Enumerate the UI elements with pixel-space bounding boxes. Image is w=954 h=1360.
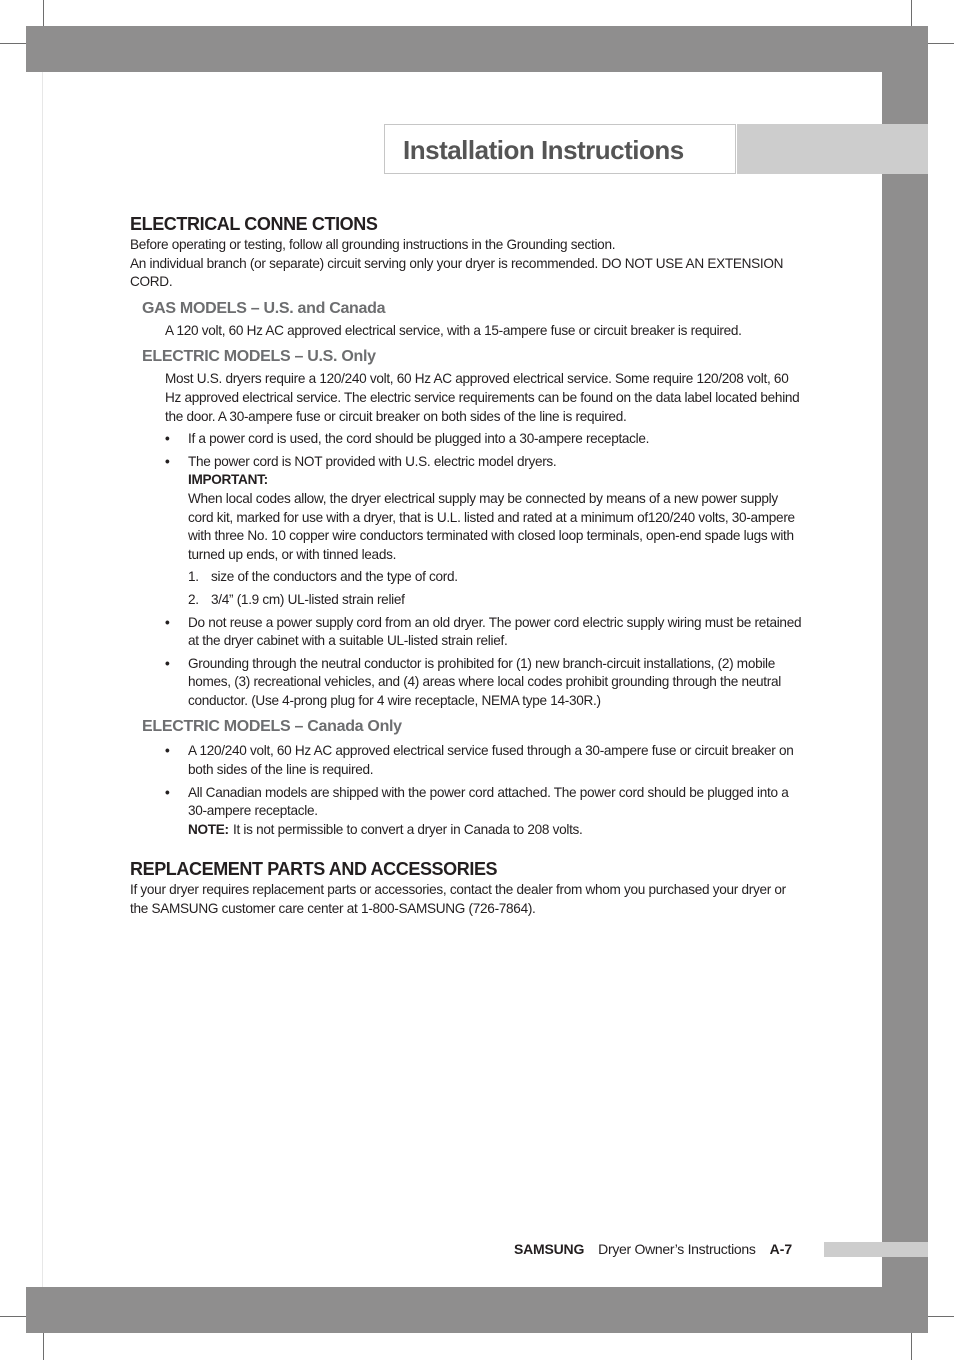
item-number: 2. bbox=[188, 591, 199, 607]
footer-doc-title: Dryer Owner’s Instructions bbox=[598, 1241, 756, 1257]
bullet-icon: • bbox=[165, 743, 170, 759]
page-frame-bottom bbox=[26, 1287, 928, 1333]
crop-mark bbox=[928, 1316, 954, 1317]
list-item bbox=[165, 784, 802, 821]
page-footer bbox=[514, 1241, 792, 1257]
item-number: 1. bbox=[188, 569, 199, 585]
bullet-text: If a power cord is used, the cord should be plugged into a 30-ampere receptacle. bbox=[188, 431, 650, 447]
list-item bbox=[165, 655, 802, 711]
important-label: IMPORTANT: bbox=[188, 472, 268, 488]
crop-mark bbox=[0, 1316, 26, 1317]
list-item bbox=[165, 430, 802, 449]
electrical-intro-1: Before operating or testing, follow all grounding instructions in the Grounding section. bbox=[130, 237, 616, 252]
bullet-icon: • bbox=[165, 431, 170, 447]
page-frame-top bbox=[26, 26, 928, 72]
footer-accent-bar bbox=[824, 1242, 928, 1257]
subheading-electric-canada: ELECTRIC MODELS – Canada Only bbox=[142, 718, 402, 736]
list-item bbox=[165, 453, 802, 472]
bullet-text: Grounding through the neutral conductor is prohibited for (1) new branch-circuit installations, (2) mobile homes, (3) recreational vehicles, and (4) areas where local codes prohibit grounding through the neutral conductor. (Use 4-prong plug for 4 wire receptacle, NEMA type 14-30R.) bbox=[188, 655, 781, 708]
replacement-text: If your dryer requires replacement parts or accessories, contact the dealer from whom you purchased your dryer or the SAMSUNG customer care center at 1-800-SAMSUNG (726-7864). bbox=[130, 882, 786, 917]
electrical-intro-2: An individual branch (or separate) circuit serving only your dryer is recommended. DO NOT USE AN EXTENSION CORD. bbox=[130, 255, 784, 290]
title-accent-bar bbox=[737, 124, 928, 174]
numbered-item bbox=[188, 591, 802, 610]
footer-brand: SAMSUNG bbox=[514, 1241, 585, 1257]
bullet-text: The power cord is NOT provided with U.S. electric model dryers. bbox=[188, 453, 557, 469]
page-title: Installation Instructions bbox=[403, 135, 684, 165]
note-label: NOTE: bbox=[188, 821, 229, 837]
gas-models-text: A 120 volt, 60 Hz AC approved electrical service, with a 15-ampere fuse or circuit breaker is required. bbox=[165, 322, 742, 338]
subheading-electric-us: ELECTRIC MODELS – U.S. Only bbox=[142, 348, 376, 366]
note bbox=[188, 821, 802, 840]
list-item bbox=[165, 742, 802, 779]
numbered-item bbox=[188, 568, 802, 587]
note-text: It is not permissible to convert a dryer in Canada to 208 volts. bbox=[233, 821, 583, 837]
page-frame-right bbox=[882, 26, 928, 1333]
crop-mark bbox=[928, 43, 954, 44]
electric-us-text: Most U.S. dryers require a 120/240 volt, 60 Hz AC approved electrical service. Some require 120/208 volt, 60 Hz approved electrical service. The electric service requirements can be found on the data label located behind the door. A 30-ampere fuse or circuit breaker on both sides of the line is required. bbox=[165, 371, 800, 424]
page-number: A-7 bbox=[769, 1241, 793, 1257]
bullet-icon: • bbox=[165, 655, 170, 671]
subheading-gas-models: GAS MODELS – U.S. and Canada bbox=[142, 299, 386, 317]
bullet-text: A 120/240 volt, 60 Hz AC approved electrical service fused through a 30-ampere fuse or circuit breaker on both sides of the line is required. bbox=[188, 743, 794, 778]
bullet-text: Do not reuse a power supply cord from an old dryer. The power cord electric supply wiring must be retained at the dryer cabinet with a suitable UL-listed strain relief. bbox=[188, 614, 802, 649]
section-heading-electrical: ELECTRICAL CONNE CTIONS bbox=[130, 214, 378, 234]
page-title-box bbox=[384, 124, 736, 174]
bullet-icon: • bbox=[165, 614, 170, 630]
bullet-text: All Canadian models are shipped with the power cord attached. The power cord should be plugged into a 30-ampere receptacle. bbox=[188, 784, 789, 819]
main-content bbox=[130, 212, 802, 919]
crop-mark bbox=[0, 43, 26, 44]
list-item bbox=[165, 614, 802, 651]
bullet-icon: • bbox=[165, 784, 170, 800]
bullet-icon: • bbox=[165, 453, 170, 469]
item-text: 3/4” (1.9 cm) UL-listed strain relief bbox=[211, 591, 405, 607]
section-heading-replacement: REPLACEMENT PARTS AND ACCESSORIES bbox=[130, 859, 498, 880]
important-text: When local codes allow, the dryer electrical supply may be connected by means of a new power supply cord kit, marked for use with a dryer, that is U.L. listed and rated at a minimum of120/240 volts, 30-ampere with three No. 10 copper wire conductors terminated with closed loop terminals, open-end spade lugs with turned up ends, or with tinned leads. bbox=[188, 490, 795, 562]
item-text: size of the conductors and the type of cord. bbox=[211, 569, 458, 585]
page-margin-left bbox=[26, 72, 43, 1287]
